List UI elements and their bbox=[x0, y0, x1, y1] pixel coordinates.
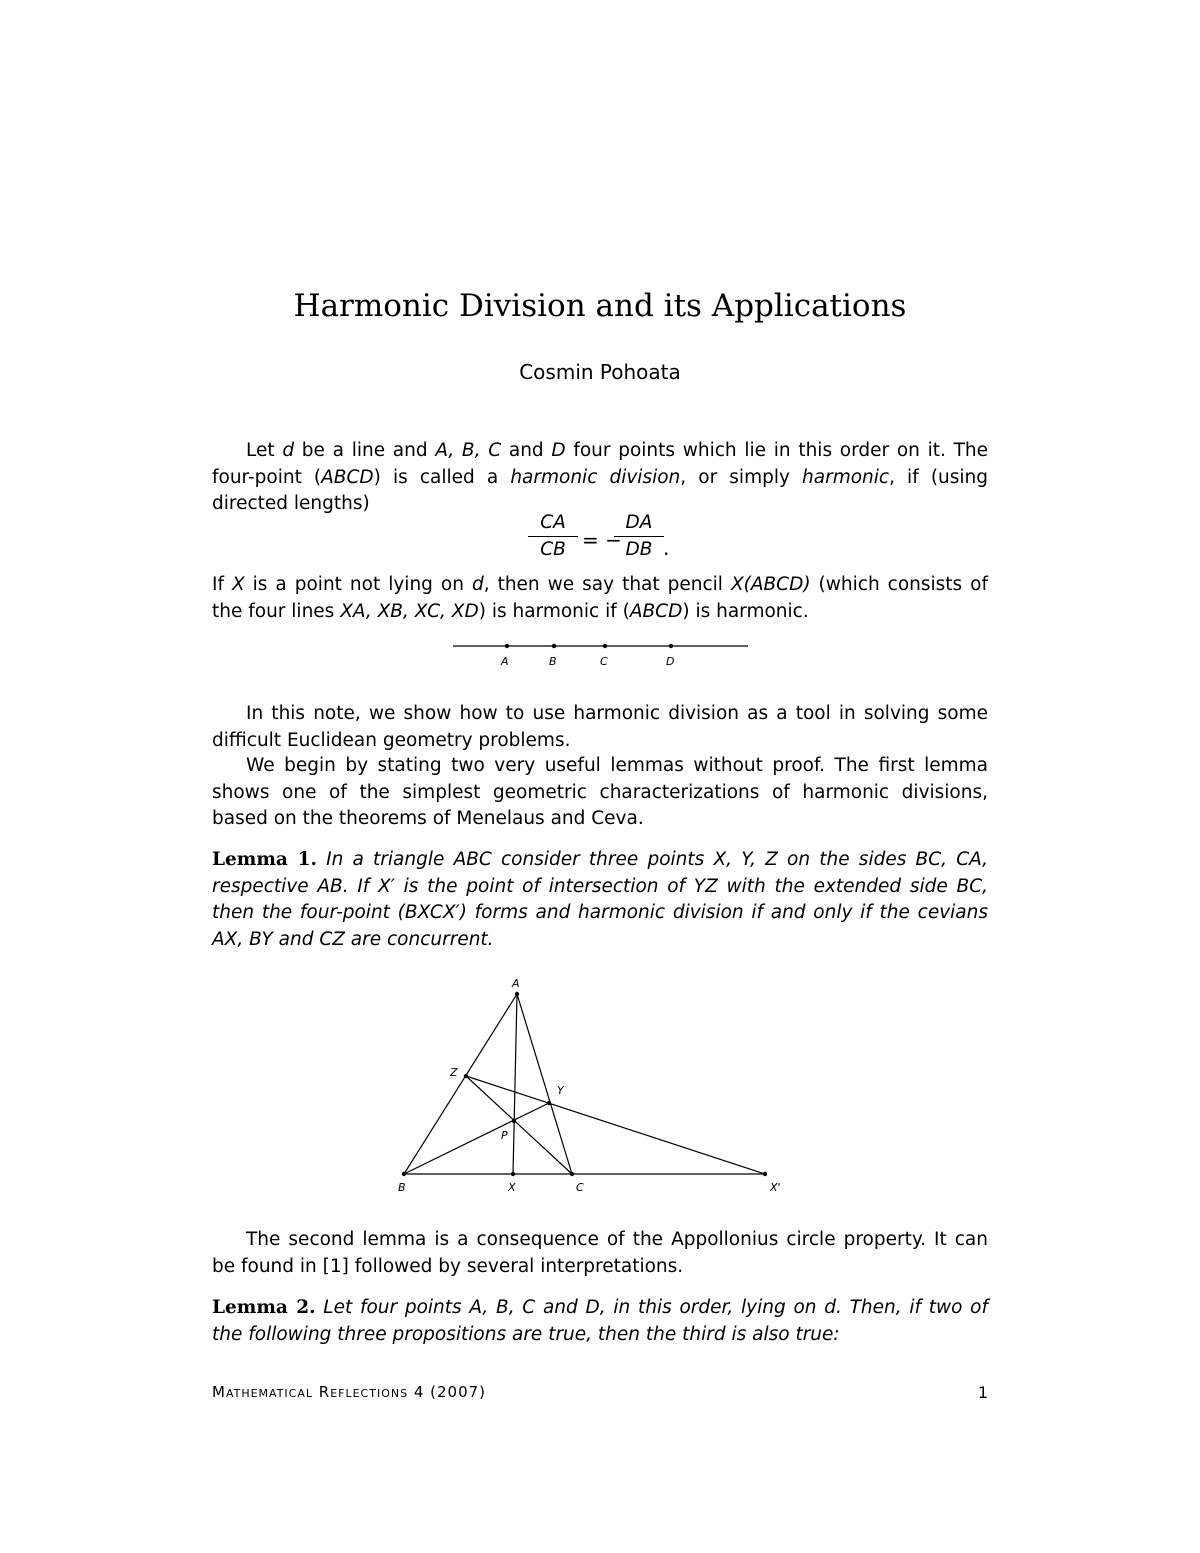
fraction-denominator: DB bbox=[625, 539, 653, 560]
intro-paragraph: Let d be a line and A, B, C and D four points which lie in this order on it. The four-point (ABCD) is called a harmonic division, or simply harmonic, if (using directed lengths) bbox=[212, 440, 989, 514]
point-c-dot bbox=[603, 644, 607, 648]
point-b-dot bbox=[552, 644, 556, 648]
page-number: 1 bbox=[977, 1383, 988, 1402]
point-a-dot bbox=[505, 644, 509, 648]
lemma-2-label: Lemma 2. bbox=[212, 1297, 316, 1318]
author-name: Cosmin Pohoata bbox=[519, 360, 681, 384]
label-d: D bbox=[666, 655, 675, 668]
fraction-numerator: CA bbox=[528, 512, 578, 537]
label-b: B bbox=[549, 655, 557, 668]
point-x-prime-dot bbox=[763, 1172, 767, 1176]
cevian-ax bbox=[513, 994, 517, 1174]
point-d-dot bbox=[669, 644, 673, 648]
label-a: A bbox=[512, 977, 520, 990]
line-zx-prime bbox=[466, 1076, 765, 1174]
label-b: B bbox=[398, 1181, 406, 1194]
point-b-dot bbox=[402, 1172, 406, 1176]
label-z: Z bbox=[450, 1066, 458, 1079]
point-x-dot bbox=[511, 1172, 515, 1176]
lemma-1-label: Lemma 1. bbox=[212, 849, 317, 870]
lemma-1 bbox=[212, 847, 988, 953]
point-z-dot bbox=[464, 1074, 468, 1078]
second-lemma-intro-paragraph: The second lemma is a consequence of the Appollonius circle property. It can be found in [1] followed by several interpretations. bbox=[212, 1229, 988, 1277]
lemma-2-body: Let four points A, B, C and D, in this order, lying on d. Then, if two of the following three propositions are true, then the third is also true: bbox=[212, 1297, 988, 1345]
equals-minus-sign: = − bbox=[582, 528, 622, 552]
label-x: X bbox=[508, 1181, 516, 1194]
note-paragraph: In this note, we show how to use harmonic division as a tool in solving some difficult Euclidean geometry problems. bbox=[212, 703, 988, 751]
lemma-1-body: In a triangle ABC consider three points X, Y, Z on the sides BC, CA, respective AB. If X′ is the point of intersection of YZ with the extended side BC, then the four-point (BXCX′) forms and harmonic division if and only if the cevians AX, BY and CZ are concurrent. bbox=[212, 849, 988, 950]
label-y: Y bbox=[557, 1084, 564, 1097]
point-y-dot bbox=[547, 1101, 551, 1105]
paper-title: Harmonic Division and its Applications bbox=[293, 288, 907, 324]
label-c: C bbox=[576, 1181, 584, 1194]
fraction-denominator: CB bbox=[540, 539, 566, 560]
journal-footer: Mathematical Reflections 4 (2007) bbox=[212, 1383, 487, 1401]
point-a-dot bbox=[515, 992, 519, 996]
point-p-dot bbox=[512, 1119, 516, 1123]
equation-period: . bbox=[663, 536, 670, 560]
triangle-figure bbox=[404, 994, 765, 1174]
lemma-2 bbox=[212, 1295, 988, 1348]
lemmas-intro-paragraph: We begin by stating two very useful lemmas without proof. The first lemma shows one of the simplest geometric characterizations of harmonic divisions, based on the theorems of Menelaus and Ceva. bbox=[212, 755, 988, 829]
label-x-prime: X' bbox=[770, 1181, 781, 1194]
pencil-paragraph: If X is a point not lying on d, then we say that pencil X(ABCD) (which consists of the four lines XA, XB, XC, XD) is harmonic if (ABCD) is harmonic. bbox=[212, 574, 989, 622]
label-a: A bbox=[501, 655, 509, 668]
fraction-numerator: DA bbox=[614, 512, 664, 537]
harmonic-line-figure bbox=[453, 644, 748, 668]
label-c: C bbox=[600, 655, 608, 668]
point-c-dot bbox=[570, 1172, 574, 1176]
label-p: P bbox=[501, 1129, 508, 1142]
side-ac bbox=[517, 994, 572, 1174]
